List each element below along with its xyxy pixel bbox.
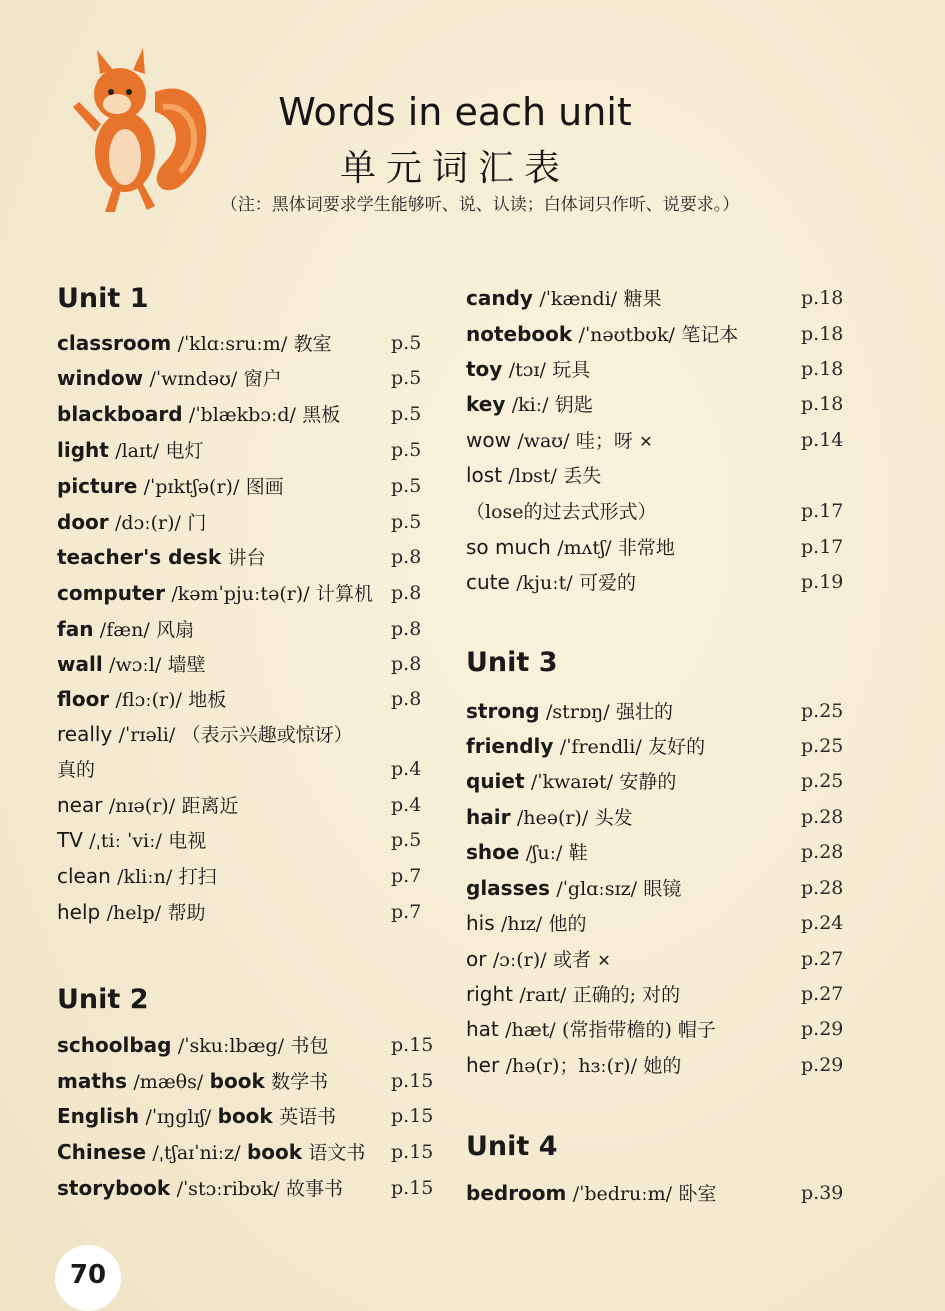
vocab-meaning: 鞋 xyxy=(568,842,588,864)
vocab-row xyxy=(57,823,422,857)
vocab-page: p.27 xyxy=(801,983,844,1005)
vocab-meaning: 英语书 xyxy=(279,1106,337,1128)
cross-mark-icon: ✕ xyxy=(639,432,653,451)
vocab-word: teacher's desk xyxy=(57,545,222,569)
vocab-page: p.15 xyxy=(391,1105,434,1127)
vocab-word: computer xyxy=(57,581,165,605)
vocab-phonetic: /mʌtʃ/ xyxy=(557,537,612,559)
vocab-word: or xyxy=(466,947,487,971)
vocab-row xyxy=(57,540,422,574)
vocab-row xyxy=(466,694,844,728)
vocab-row xyxy=(57,1099,434,1133)
vocab-phonetic: /ˈklɑːsruːm/ xyxy=(177,333,288,355)
vocab-phonetic: /ˈfrendli/ xyxy=(559,736,642,758)
vocab-meaning: 地板 xyxy=(188,689,227,711)
vocab-row xyxy=(57,647,422,681)
vocab-page: p.5 xyxy=(391,829,422,851)
vocab-meaning: 黑板 xyxy=(302,404,341,426)
vocab-page: p.5 xyxy=(391,511,422,533)
vocab-phonetic: /hæt/ xyxy=(505,1019,556,1041)
vocab-page: p.24 xyxy=(801,912,844,934)
vocab-page: p.5 xyxy=(391,403,422,425)
vocab-word: door xyxy=(57,510,109,534)
vocab-page: p.8 xyxy=(391,688,422,710)
vocab-word: blackboard xyxy=(57,402,183,426)
cross-mark-icon: ✕ xyxy=(597,951,611,970)
vocab-page: p.25 xyxy=(801,700,844,722)
vocab-row xyxy=(466,1176,844,1210)
vocab-word: TV xyxy=(57,828,83,852)
unit-3-heading: Unit 3 xyxy=(466,647,558,678)
vocab-phonetic: /kiː/ xyxy=(511,394,549,416)
vocab-meaning: （表示兴趣或惊讶） xyxy=(181,724,353,746)
page-number: 70 xyxy=(69,1260,107,1290)
vocab-phonetic: /ˈɪŋglɪʃ/ xyxy=(145,1106,212,1128)
vocab-row xyxy=(466,387,844,421)
vocab-meaning: (常指带檐的) 帽子 xyxy=(562,1019,716,1041)
vocab-meaning: 强壮的 xyxy=(616,701,674,723)
unit-2-heading: Unit 2 xyxy=(57,984,149,1015)
vocab-word: right xyxy=(466,982,513,1006)
vocab-page: p.25 xyxy=(801,770,844,792)
vocab-word: storybook xyxy=(57,1176,171,1200)
vocab-phonetic: /ˈbedruːm/ xyxy=(572,1183,673,1205)
vocab-row xyxy=(57,717,353,751)
vocab-meaning: 钥匙 xyxy=(554,394,593,416)
vocab-page: p.27 xyxy=(801,948,844,970)
vocab-meaning: 糖果 xyxy=(623,288,662,310)
vocab-word: window xyxy=(57,366,144,390)
vocab-row xyxy=(57,1028,434,1062)
vocab-page: p.8 xyxy=(391,546,422,568)
vocab-row xyxy=(466,800,844,834)
vocab-row xyxy=(466,729,844,763)
vocab-page: p.8 xyxy=(391,582,422,604)
vocab-meaning: 可爱的 xyxy=(579,572,637,594)
vocab-row xyxy=(57,576,422,610)
page-subtitle: 单元词汇表 xyxy=(339,148,570,189)
vocab-meaning: 门 xyxy=(187,512,207,534)
vocab-phonetic: /ʃuː/ xyxy=(525,842,563,864)
vocab-row xyxy=(466,281,844,315)
vocab-word: floor xyxy=(57,687,110,711)
vocab-word: English xyxy=(57,1104,140,1128)
vocab-row xyxy=(57,433,422,467)
vocab-page: p.7 xyxy=(391,901,422,923)
vocab-meaning: 窗户 xyxy=(243,368,282,390)
vocab-meaning: 打扫 xyxy=(178,866,217,888)
vocab-phonetic: /dɔː(r)/ xyxy=(115,512,181,534)
vocab-page: p.28 xyxy=(801,877,844,899)
vocab-page: p.17 xyxy=(801,536,844,558)
vocab-word: shoe xyxy=(466,840,520,864)
vocab-word: toy xyxy=(466,357,503,381)
vocab-word-extra: book xyxy=(209,1069,265,1093)
vocab-phonetic: /heə(r)/ xyxy=(516,807,589,829)
vocab-row xyxy=(57,1064,434,1098)
vocab-meaning: 距离近 xyxy=(181,795,239,817)
vocab-row xyxy=(57,682,422,716)
vocab-word: her xyxy=(466,1053,500,1077)
vocab-phonetic: /flɔː(r)/ xyxy=(115,689,182,711)
vocab-phonetic: /ˈwɪndəʊ/ xyxy=(149,368,238,390)
vocab-page: p.5 xyxy=(391,367,422,389)
vocab-row xyxy=(466,977,844,1011)
vocab-meaning: 或者 xyxy=(552,949,591,971)
vocab-row xyxy=(466,871,844,905)
vocab-meaning: 书包 xyxy=(290,1035,329,1057)
vocab-word: schoolbag xyxy=(57,1033,172,1057)
vocab-phonetic: /raɪt/ xyxy=(519,984,567,1006)
vocab-phonetic: /laɪt/ xyxy=(115,440,160,462)
vocab-page: p.7 xyxy=(391,865,422,887)
vocab-page: p.15 xyxy=(391,1177,434,1199)
vocab-word: really xyxy=(57,722,113,746)
vocab-phonetic: /ˈkændi/ xyxy=(539,288,618,310)
vocab-meaning: 教室 xyxy=(293,333,332,355)
vocab-phonetic: /strɒŋ/ xyxy=(545,701,610,723)
vocab-word: his xyxy=(466,911,495,935)
vocab-phonetic: /help/ xyxy=(106,902,162,924)
vocab-meaning: 哇；呀 xyxy=(575,430,633,452)
vocab-row xyxy=(57,612,422,646)
vocab-meaning: 友好的 xyxy=(648,736,706,758)
vocab-meaning: 她的 xyxy=(643,1055,682,1077)
vocab-word: quiet xyxy=(466,769,525,793)
vocab-row xyxy=(57,859,422,893)
vocab-row xyxy=(57,1135,434,1169)
vocab-row xyxy=(57,505,422,539)
vocab-phonetic: /ˌtʃaɪˈniːz/ xyxy=(152,1142,241,1164)
vocab-meaning: 帮助 xyxy=(167,902,206,924)
vocab-phonetic: /ˈskuːlbæg/ xyxy=(177,1035,285,1057)
vocab-word-extra: book xyxy=(217,1104,273,1128)
vocab-row xyxy=(57,1171,434,1205)
vocab-phonetic: /fæn/ xyxy=(99,619,150,641)
vocab-meaning: 安静的 xyxy=(619,771,677,793)
vocab-meaning: 卧室 xyxy=(678,1183,717,1205)
vocab-phonetic: /kliːn/ xyxy=(117,866,173,888)
vocab-page: p.15 xyxy=(391,1034,434,1056)
vocab-word: hat xyxy=(466,1017,499,1041)
vocab-page: p.29 xyxy=(801,1018,844,1040)
vocab-meaning: 电灯 xyxy=(165,440,204,462)
vocab-word: maths xyxy=(57,1069,128,1093)
vocab-phonetic: /ˈstɔːribʊk/ xyxy=(176,1178,280,1200)
unit-4-heading: Unit 4 xyxy=(466,1131,558,1162)
vocab-row xyxy=(466,352,844,386)
vocab-meaning: 图画 xyxy=(245,476,284,498)
vocab-page: p.4 xyxy=(391,758,422,780)
vocab-meaning: 眼镜 xyxy=(643,878,682,900)
vocab-phonetic: /kəmˈpjuːtə(r)/ xyxy=(171,583,310,605)
vocab-meaning: 风扇 xyxy=(156,619,195,641)
vocab-phonetic: /tɔɪ/ xyxy=(508,359,546,381)
vocab-row xyxy=(466,906,844,940)
vocab-meaning: 语文书 xyxy=(308,1142,366,1164)
vocab-word: notebook xyxy=(466,322,573,346)
vocab-page: p.25 xyxy=(801,735,844,757)
vocab-page: p.8 xyxy=(391,618,422,640)
unit-1-heading: Unit 1 xyxy=(57,283,149,314)
vocab-meaning: 非常地 xyxy=(617,537,675,559)
vocab-word: friendly xyxy=(466,734,554,758)
vocab-page: p.14 xyxy=(801,429,844,451)
vocab-phonetic: /mæθs/ xyxy=(133,1071,204,1093)
vocab-word: help xyxy=(57,900,101,924)
vocab-meaning: 头发 xyxy=(594,807,633,829)
vocab-word: glasses xyxy=(466,876,550,900)
vocab-meaning: （lose的过去式形式） xyxy=(466,501,657,523)
vocab-row xyxy=(466,494,844,528)
vocab-row xyxy=(466,835,844,869)
vocab-page: p.8 xyxy=(391,653,422,675)
vocab-meaning: 他的 xyxy=(548,913,587,935)
vocab-word: near xyxy=(57,793,103,817)
vocab-row xyxy=(466,458,601,492)
vocab-row xyxy=(57,788,422,822)
vocab-phonetic: /ˈnəʊtbʊk/ xyxy=(578,324,675,346)
vocab-page: p.18 xyxy=(801,323,844,345)
vocab-page: p.19 xyxy=(801,571,844,593)
vocab-row xyxy=(57,469,422,503)
vocab-page: p.18 xyxy=(801,358,844,380)
vocab-word: fan xyxy=(57,617,94,641)
vocab-row xyxy=(466,1012,844,1046)
vocab-word: key xyxy=(466,392,506,416)
vocab-page: p.28 xyxy=(801,806,844,828)
vocab-row xyxy=(57,752,422,786)
vocab-word: bedroom xyxy=(466,1181,567,1205)
vocab-word: candy xyxy=(466,286,533,310)
vocab-row xyxy=(466,942,844,976)
vocab-row xyxy=(57,895,422,929)
vocab-row xyxy=(57,397,422,431)
vocab-word: cute xyxy=(466,570,510,594)
vocab-page: p.5 xyxy=(391,475,422,497)
vocab-phonetic: /hə(r)；hɜː(r)/ xyxy=(505,1055,637,1077)
vocab-word: hair xyxy=(466,805,511,829)
vocab-meaning: 墙壁 xyxy=(167,654,206,676)
vocab-phonetic: /ˈglɑːsɪz/ xyxy=(556,878,637,900)
vocab-row xyxy=(466,530,844,564)
vocab-phonetic: /wɔːl/ xyxy=(109,654,162,676)
vocab-meaning: 计算机 xyxy=(315,583,373,605)
vocab-page: p.39 xyxy=(801,1182,844,1204)
vocab-word: so much xyxy=(466,535,551,559)
vocab-page: p.28 xyxy=(801,841,844,863)
vocab-page: p.29 xyxy=(801,1054,844,1076)
vocab-meaning: 故事书 xyxy=(286,1178,344,1200)
vocab-meaning: 玩具 xyxy=(552,359,591,381)
vocab-word: lost xyxy=(466,463,503,487)
vocab-row xyxy=(57,326,422,360)
vocab-phonetic: /kjuːt/ xyxy=(516,572,573,594)
vocab-word-extra: book xyxy=(246,1140,303,1164)
vocab-meaning: 电视 xyxy=(168,830,207,852)
vocab-meaning: 丢失 xyxy=(563,465,602,487)
vocab-row xyxy=(466,317,844,351)
vocab-row xyxy=(466,423,844,457)
vocab-phonetic: /ɔː(r)/ xyxy=(492,949,547,971)
vocab-phonetic: /ˈkwaɪət/ xyxy=(530,771,613,793)
vocab-page: p.18 xyxy=(801,287,844,309)
vocab-word: classroom xyxy=(57,331,172,355)
vocab-word: wow xyxy=(466,428,511,452)
vocab-phonetic: /ˈblækbɔːd/ xyxy=(188,404,296,426)
vocab-meaning: 数学书 xyxy=(271,1071,329,1093)
vocab-word: strong xyxy=(466,699,540,723)
vocab-row xyxy=(466,565,844,599)
vocab-page: p.18 xyxy=(801,393,844,415)
vocab-page: p.4 xyxy=(391,794,422,816)
vocab-word: clean xyxy=(57,864,111,888)
vocab-row xyxy=(57,361,422,395)
vocab-phonetic: /ˈpɪktʃə(r)/ xyxy=(143,476,240,498)
vocab-row xyxy=(466,764,844,798)
vocab-page: p.15 xyxy=(391,1141,434,1163)
vocab-meaning: 真的 xyxy=(57,759,96,781)
vocab-word: Chinese xyxy=(57,1140,147,1164)
vocab-word: light xyxy=(57,438,109,462)
vocab-phonetic: /hɪz/ xyxy=(501,913,543,935)
vocab-meaning: 正确的; 对的 xyxy=(572,984,681,1006)
vocab-row xyxy=(466,1048,844,1082)
vocab-phonetic: /lɒst/ xyxy=(508,465,557,487)
vocab-phonetic: /ˌtiː ˈviː/ xyxy=(89,830,162,852)
vocab-page: p.17 xyxy=(801,500,844,522)
vocab-meaning: 讲台 xyxy=(227,547,266,569)
vocab-phonetic: /nɪə(r)/ xyxy=(108,795,176,817)
vocab-word: picture xyxy=(57,474,138,498)
vocab-word: wall xyxy=(57,652,103,676)
vocab-page: p.5 xyxy=(391,332,422,354)
vocab-phonetic: /ˈrɪəli/ xyxy=(118,724,176,746)
vocab-phonetic: /waʊ/ xyxy=(517,430,570,452)
vocab-page: p.5 xyxy=(391,439,422,461)
usage-note: （注：黑体词要求学生能够听、说、认读；白体词只作听、说要求。） xyxy=(220,195,740,215)
vocab-meaning: 笔记本 xyxy=(681,324,739,346)
vocab-page: p.15 xyxy=(391,1070,434,1092)
page-title: Words in each unit xyxy=(278,90,632,134)
